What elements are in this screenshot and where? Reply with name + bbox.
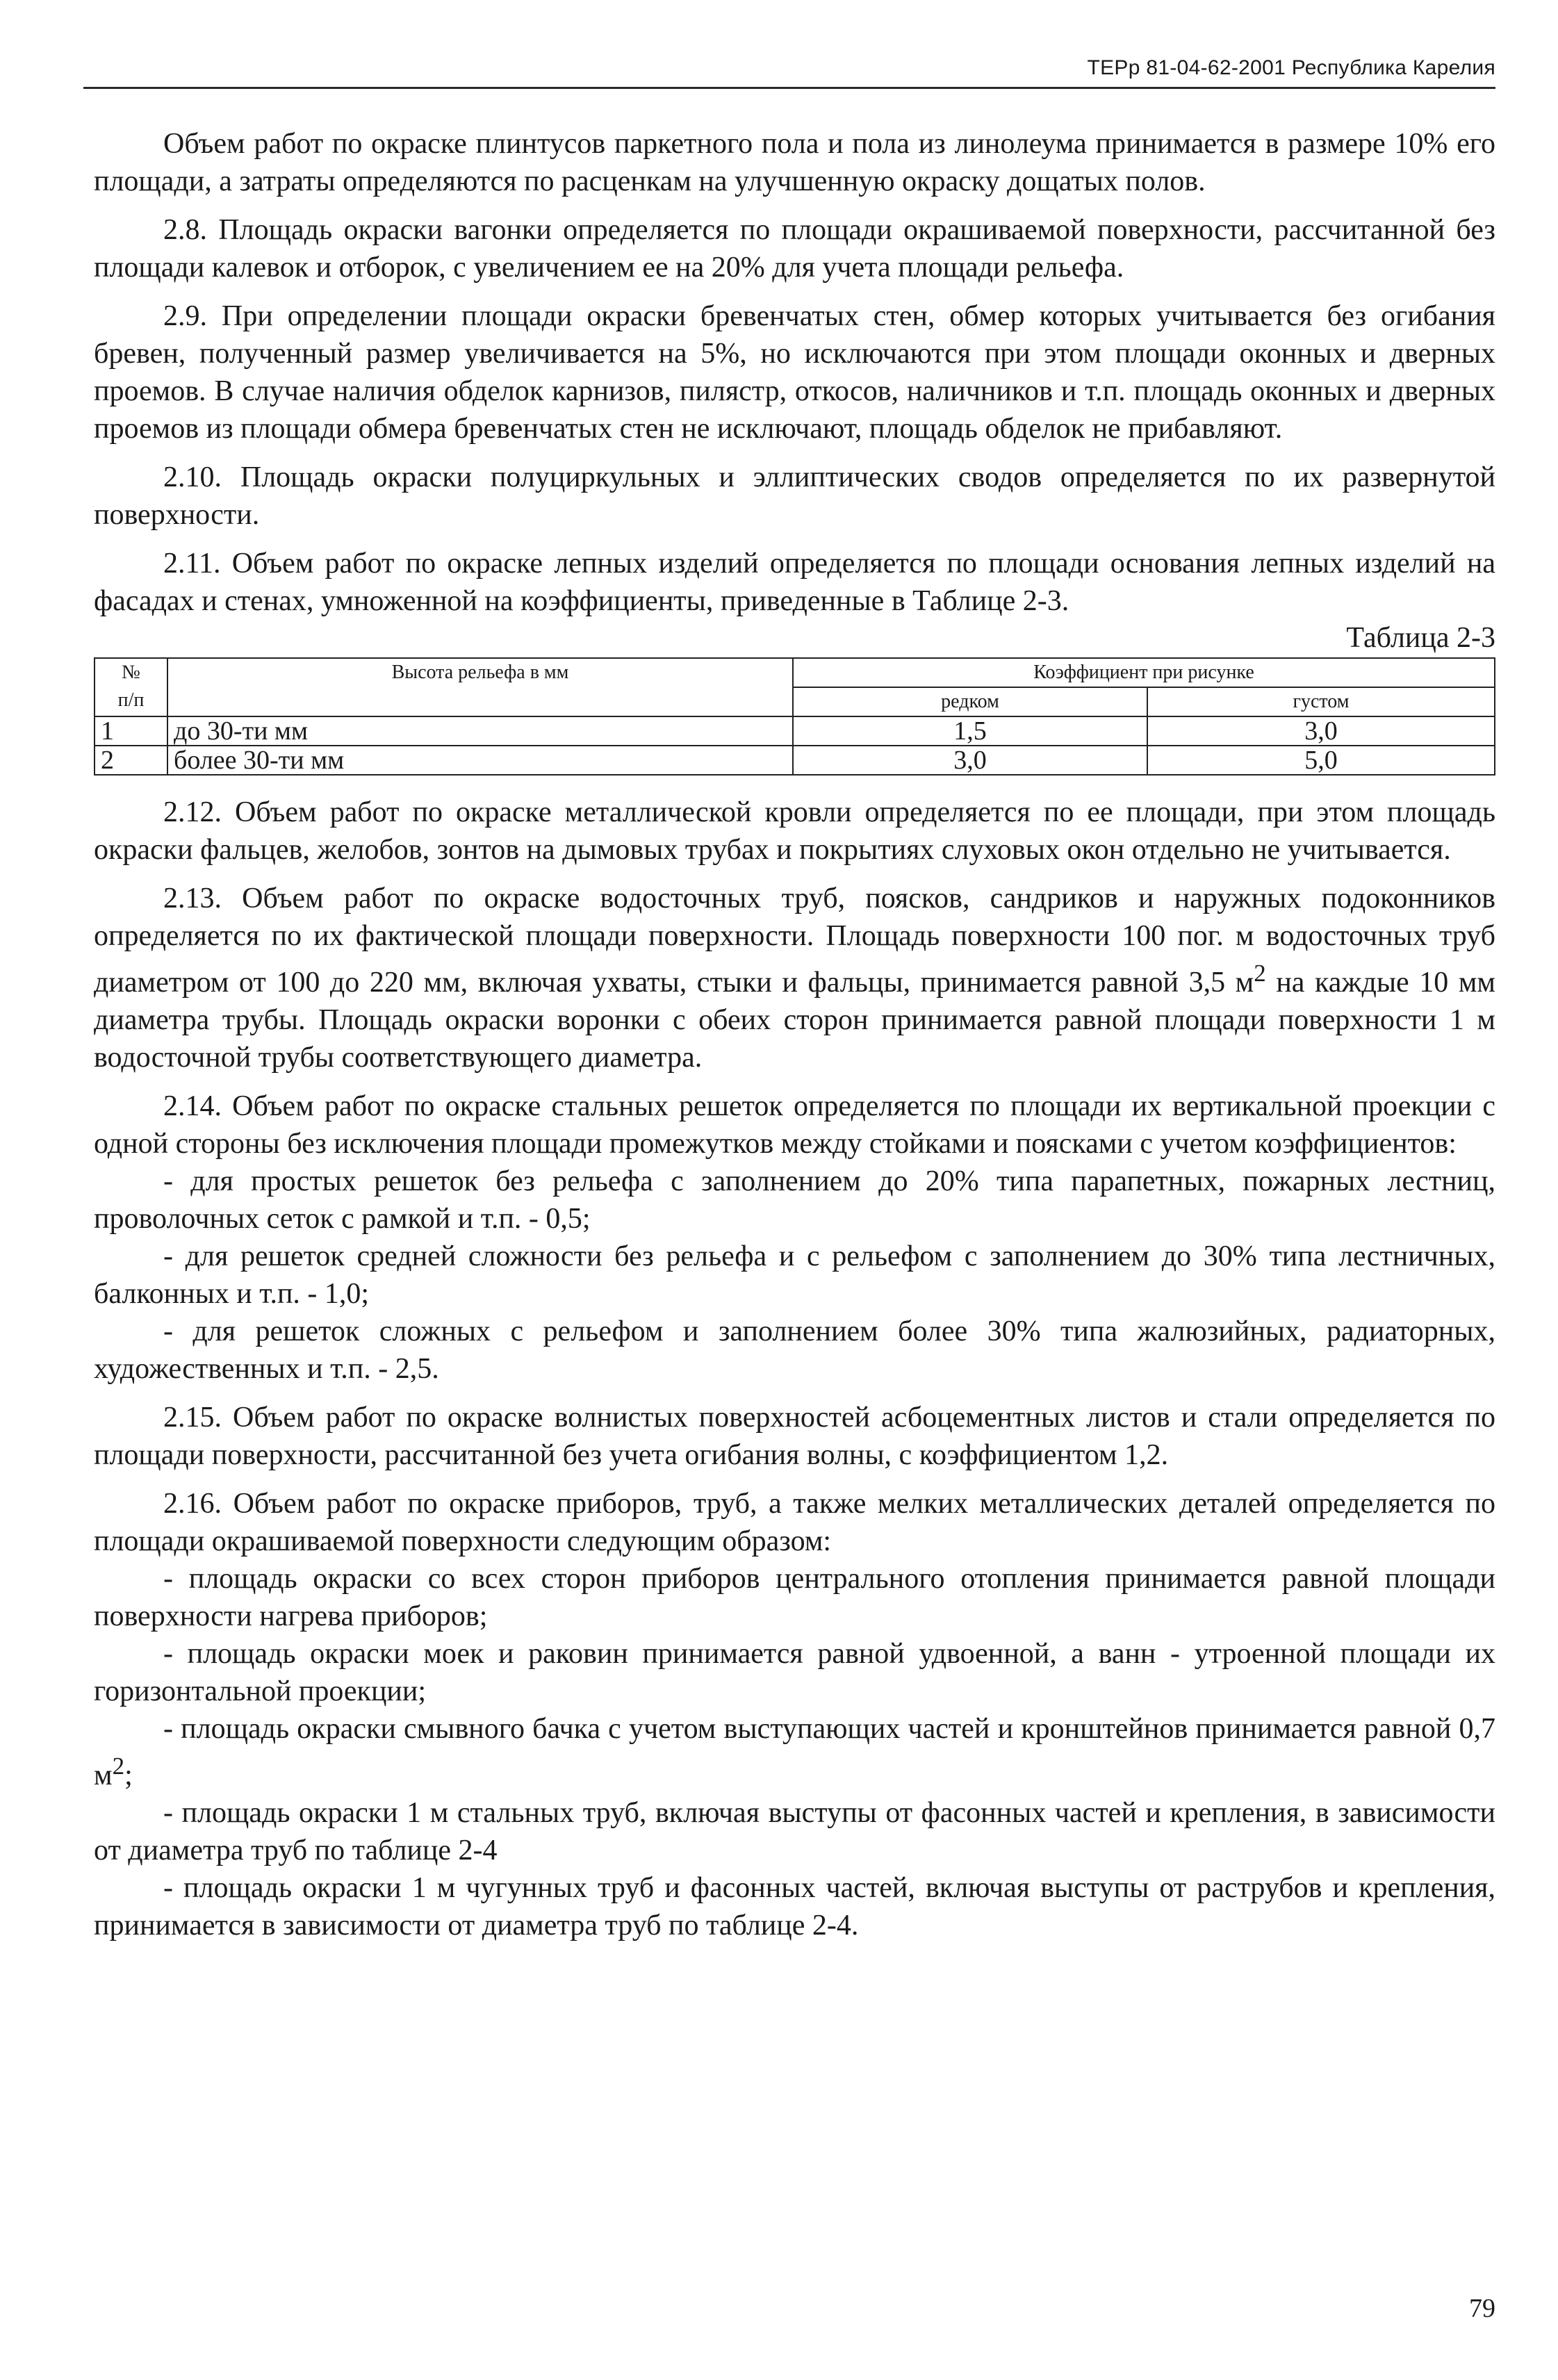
header-num: № xyxy=(122,662,140,683)
paragraph-2-10: 2.10. Площадь окраски полуциркульных и эллиптических сводов определяется по их развернутой поверхности. xyxy=(94,461,1495,531)
list-item-part-b: ; xyxy=(124,1759,133,1791)
paragraph-2-13-part-b: на каждые 10 мм диаметра трубы. Площадь окраски воронки с обеих сторон принимается равной площади поверхности 1 м водосточной трубы соответствующего диаметра. xyxy=(94,967,1496,1074)
list-item: - площадь окраски со всех сторон приборов центрального отопления принимается равной площади поверхности нагрева приборов; xyxy=(94,1563,1495,1632)
paragraph-2-8: 2.8. Площадь окраски вагонки определяется по площади окрашиваемой поверхности, рассчитанной без площади калевок и отборок, с увеличением ее на 20% для учета площади рельефа. xyxy=(94,214,1495,284)
paragraph-2-15: 2.15. Объем работ по окраске волнистых поверхностей асбоцементных листов и стали определяется по площади поверхности, рассчитанной без учета огибания волны, с коэффициентом 1,2. xyxy=(94,1402,1495,1471)
list-item: - для простых решеток без рельефа с заполнением до 20% типа парапетных, пожарных лестниц, проволочных сеток с рамкой и т.п. - 0,5; xyxy=(94,1165,1495,1235)
superscript-2: 2 xyxy=(1254,960,1266,987)
list-item: - для решеток сложных с рельефом и заполнением более 30% типа жалюзийных, радиаторных, художественных и т.п. - 2,5. xyxy=(94,1315,1495,1385)
row-num: 1 xyxy=(95,716,167,746)
row-sparse: 3,0 xyxy=(793,746,1147,775)
list-item-part-a: - площадь окраски смывного бачка с учетом выступающих частей и кронштейнов принимается равной 0,7 м xyxy=(94,1713,1495,1791)
row-num: 2 xyxy=(95,746,167,775)
header-height: Высота рельефа в мм xyxy=(167,658,793,716)
list-item xyxy=(94,1710,1495,1794)
list-item: - площадь окраски 1 м стальных труб, включая выступы от фасонных частей и крепления, в зависимости от диаметра труб по таблице 2-4 xyxy=(94,1797,1495,1866)
row-sparse: 1,5 xyxy=(793,716,1147,746)
table-header-row xyxy=(95,658,1495,687)
header-sparse: редком xyxy=(793,687,1147,716)
header-num-2: п/п xyxy=(117,689,145,711)
row-dense: 5,0 xyxy=(1147,746,1495,775)
row-height: до 30-ти мм xyxy=(167,716,793,746)
paragraph-2-13 xyxy=(94,880,1495,1076)
header-coef: Коэффициент при рисунке xyxy=(793,658,1495,687)
paragraph-2-13-part-a: 2.13. Объем работ по окраске водосточных труб, поясков, сандриков и наружных подоконников определяется по их фактической площади поверхности. Площадь поверхности 100 пог. м водосточных труб диаметром от 100 до 220 мм, включая ухваты, стыки и фальцы, принимается равной 3,5 м xyxy=(94,883,1495,999)
table-row xyxy=(95,716,1495,746)
list-item: - площадь окраски 1 м чугунных труб и фасонных частей, включая выступы от раструбов и крепления, принимается в зависимости от диаметра труб по таблице 2-4. xyxy=(94,1872,1495,1942)
paragraph-2-9: 2.9. При определении площади окраски бревенчатых стен, обмер которых учитывается без огибания бревен, полученный размер увеличивается на 5%, но исключаются при этом площади оконных и дверных проемов. В случае наличия обделок карнизов, пилястр, откосов, наличников и т.п. площадь оконных и дверных проемов из площади обмера бревенчатых стен не исключают, площадь обделок не прибавляют. xyxy=(94,300,1495,445)
header-rule xyxy=(83,87,1495,89)
list-item: - для решеток средней сложности без рельефа и с рельефом с заполнением до 30% типа лестничных, балконных и т.п. - 1,0; xyxy=(94,1240,1495,1310)
row-height: более 30-ти мм xyxy=(167,746,793,775)
table-row xyxy=(95,746,1495,775)
coefficient-table xyxy=(94,657,1495,775)
paragraph-2-11: 2.11. Объем работ по окраске лепных изделий определяется по площади основания лепных изделий на фасадах и стенах, умноженной на коэффициенты, приведенные в Таблице 2-3. xyxy=(94,548,1495,617)
paragraph-intro: Объем работ по окраске плинтусов паркетного пола и пола из линолеума принимается в размере 10% его площади, а затраты определяются по расценкам на улучшенную окраску дощатых полов. xyxy=(94,128,1495,197)
paragraph-2-14: 2.14. Объем работ по окраске стальных решеток определяется по площади их вертикальной проекции с одной стороны без исключения площади промежутков между стойками и поясками с учетом коэффициентов: xyxy=(94,1090,1495,1160)
page-body xyxy=(94,125,1495,1944)
list-item: - площадь окраски моек и раковин принимается равной удвоенной, а ванн - утроенной площади их горизонтальной проекции; xyxy=(94,1638,1495,1707)
page-number: 79 xyxy=(1469,2294,1495,2323)
header-num-cell xyxy=(95,658,167,716)
running-header: ТЕРр 81-04-62-2001 Республика Карелия xyxy=(1087,56,1495,79)
paragraph-2-12: 2.12. Объем работ по окраске металлической кровли определяется по ее площади, при этом площадь окраски фальцев, желобов, зонтов на дымовых трубах и покрытиях слуховых окон отдельно не учитывается. xyxy=(94,796,1495,866)
header-dense: густом xyxy=(1147,687,1495,716)
table-caption: Таблица 2-3 xyxy=(1346,622,1495,654)
superscript-2: 2 xyxy=(112,1753,125,1780)
paragraph-2-16: 2.16. Объем работ по окраске приборов, труб, а также мелких металлических деталей определяется по площади окрашиваемой поверхности следующим образом: xyxy=(94,1488,1495,1557)
row-dense: 3,0 xyxy=(1147,716,1495,746)
